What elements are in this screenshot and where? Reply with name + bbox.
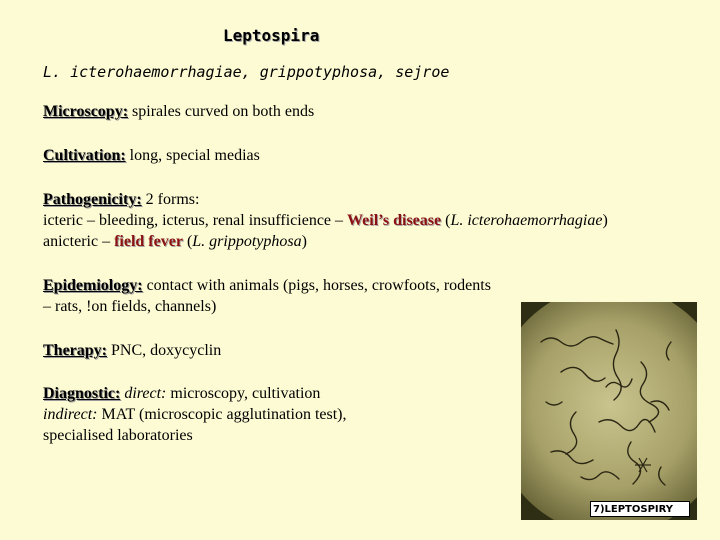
slide-title: Leptospira: [223, 26, 320, 45]
pathogenicity-line-heading: [43, 189, 608, 210]
microscopy-text: spirales curved on both ends: [128, 103, 315, 120]
anicteric-text: anicteric –: [43, 233, 115, 250]
icteric-species: L. icterohaemorrhagiae: [450, 212, 603, 229]
cultivation-heading: Cultivation:: [43, 147, 126, 164]
icteric-paren-close: ): [602, 212, 608, 229]
icteric-paren-open: (: [441, 212, 451, 229]
indirect-label: indirect:: [43, 406, 98, 423]
diagnostic-line-labs: specialised laboratories: [43, 427, 193, 444]
epidemiology-text-1: contact with animals (pigs, horses, crowfoots, rodents: [142, 277, 491, 294]
direct-label: direct:: [120, 385, 167, 402]
pathogenicity-section: [43, 189, 608, 252]
microscopy-section: [43, 101, 314, 122]
diagnostic-section: [43, 383, 347, 446]
therapy-section: [43, 340, 221, 361]
anicteric-species: L. grippotyphosa: [192, 233, 302, 250]
pathogenicity-line-anicteric: [43, 231, 608, 252]
icteric-text: icteric – bleeding, icterus, renal insufficience –: [43, 212, 348, 229]
cultivation-text: long, special medias: [125, 147, 260, 164]
pathogenicity-heading: Pathogenicity:: [43, 191, 142, 208]
pathogenicity-intro: 2 forms:: [141, 191, 200, 208]
epidemiology-line1: [43, 275, 491, 296]
diagnostic-heading: Diagnostic:: [43, 385, 121, 402]
cultivation-section: [43, 145, 260, 166]
anicteric-paren-close: ): [301, 233, 307, 250]
direct-text: microscopy, cultivation: [166, 385, 321, 402]
weils-disease-term: Weil’s disease: [347, 212, 442, 229]
microscopy-heading: Microscopy:: [43, 103, 129, 120]
pathogenicity-line-icteric: [43, 210, 608, 231]
epidemiology-section: [43, 275, 491, 317]
therapy-text: PNC, doxycyclin: [107, 342, 222, 359]
epidemiology-heading: Epidemiology:: [43, 277, 143, 294]
field-fever-term: field fever: [114, 233, 183, 250]
anicteric-paren-open: (: [182, 233, 193, 250]
indirect-text: MAT (microscopic agglutination test),: [97, 406, 347, 423]
species-list: L. icterohaemorrhagiae, grippotyphosa, sejroe: [43, 63, 450, 81]
diagnostic-line-direct: [43, 383, 347, 404]
micrograph-image: [521, 302, 697, 520]
therapy-heading: Therapy:: [43, 342, 107, 359]
leptospira-micrograph: [521, 302, 697, 520]
epidemiology-line2: – rats, !on fields, channels): [43, 298, 217, 315]
image-caption: 7)LEPTOSPIRY: [590, 501, 690, 517]
diagnostic-line-indirect: [43, 404, 347, 425]
